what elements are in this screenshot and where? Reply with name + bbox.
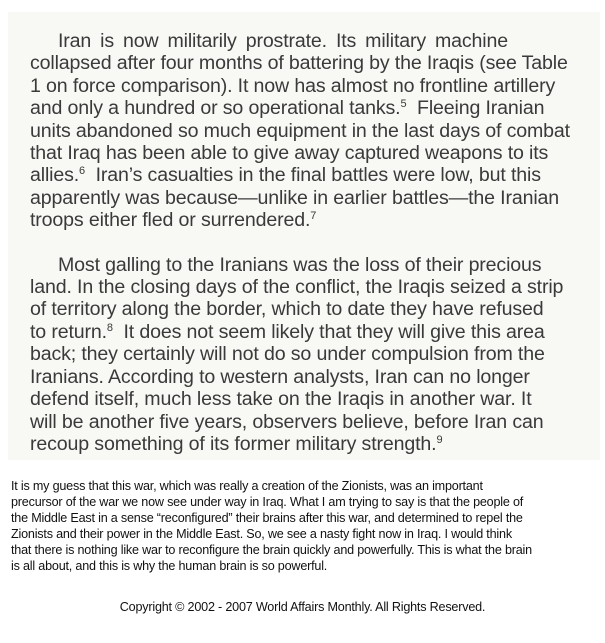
scan-line-text: recoup something of its former military strength. [30, 432, 437, 455]
scanned-article-text [30, 30, 570, 455]
commentary-line: that there is nothing like war to reconfigure the brain quickly and powerfully. This is what the brain [11, 543, 532, 557]
scan-line-text: to return. [30, 320, 107, 343]
scan-line: units abandoned so much equipment in the last days of combat [30, 119, 570, 142]
scan-line [30, 164, 541, 187]
footnote-marker: 6 [79, 165, 86, 178]
commentary-line: It is my guess that this war, which was really a creation of the Zionists, was an important [11, 479, 483, 493]
scan-line: back; they certainly will not do so under compulsion from the [30, 343, 545, 366]
scan-line: 1 on force comparison). It now has almost no frontline artillery [30, 74, 556, 97]
copyright-notice: Copyright © 2002 - 2007 World Affairs Monthly. All Rights Reserved. [119, 600, 486, 614]
scan-line: Iranians. According to western analysts, Iran can no longer [30, 365, 530, 388]
commentary-line: precursor of the war we now see under way in Iraq. What I am trying to say is that the people of [11, 495, 524, 509]
scan-line: will be another five years, observers believe, before Iran can [30, 410, 544, 433]
footnote-marker: 5 [400, 98, 407, 111]
scan-line: of territory along the border, which to date they have refused [30, 298, 544, 321]
scan-line-text: Fleeing Iranian [406, 97, 545, 120]
scan-paragraph-2 [30, 253, 564, 456]
scan-line [30, 433, 508, 455]
scan-line: that Iraq has been able to give away captured weapons to its [30, 142, 549, 165]
commentary-paragraph [11, 478, 601, 574]
scan-line: defend itself, much less take on the Iraqis in another war. It [30, 388, 532, 411]
scan-line [30, 209, 508, 231]
footnote-marker: 8 [106, 321, 113, 334]
scan-line: apparently was because—unlike in earlier battles—the Iranian [30, 186, 560, 209]
scan-line [30, 320, 545, 343]
scan-paragraph-1 [30, 30, 570, 232]
scanned-article-image [8, 12, 600, 460]
scan-line-text: Iran’s casualties in the final battles were low, but this [85, 164, 541, 187]
scan-line [30, 97, 545, 120]
footnote-marker: 9 [436, 433, 443, 446]
scan-line: Iran is now militarily prostrate. Its military machine [58, 30, 508, 52]
commentary-line: is all about, and this is why the human brain is so powerful. [11, 559, 328, 573]
scan-line-text: troops either fled or surrendered. [30, 209, 311, 232]
scan-line: collapsed after four months of battering by the Iraqis (see Table [30, 52, 568, 75]
scan-line-text: and only a hundred or so operational tanks. [30, 97, 401, 120]
footnote-marker: 7 [310, 210, 317, 223]
commentary-line: the Middle East in a sense “reconfigured” their brains after this war, and determined to repel the [11, 511, 523, 525]
scan-line: land. In the closing days of the conflict, the Iraqis seized a strip [30, 276, 564, 299]
scan-line-text: allies. [30, 164, 80, 187]
scan-line-text: It does not seem likely that they will give this area [112, 320, 545, 343]
scan-line: Most galling to the Iranians was the loss of their precious [58, 253, 542, 276]
commentary-line: Zionists and their power in the Middle East. So, we see a nasty fight now in Iraq. I would think [11, 527, 512, 541]
